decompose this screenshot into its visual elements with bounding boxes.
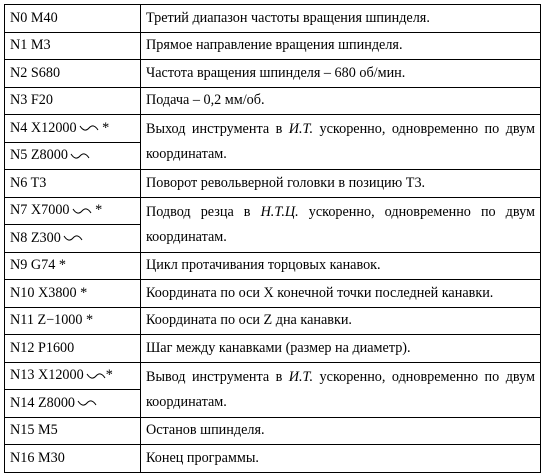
code-cell: N11 Z−1000 * [5, 307, 141, 335]
table-row [5, 280, 541, 308]
desc-text: Вывод инструмента в [146, 368, 289, 385]
table-row [5, 252, 541, 280]
nc-program-table [4, 4, 541, 473]
table-row [5, 60, 541, 88]
description-cell: Координата по оси Z дна канавки. [141, 307, 541, 335]
code-cell [5, 390, 141, 418]
desc-text: ускоренно, одновременно по двум координатам. [146, 203, 535, 245]
table-row [5, 417, 541, 445]
description-cell: Прямое направление вращения шпинделя. [141, 32, 541, 60]
star-mark: * [91, 202, 103, 219]
tilde-arc-icon [72, 206, 92, 216]
table-row [5, 197, 541, 225]
code-cell [5, 197, 141, 225]
desc-italic: И.Т. [288, 368, 314, 385]
tilde-arc-icon [77, 398, 97, 408]
desc-italic: Н.Т.Ц. [260, 203, 299, 220]
description-cell: Останов шпинделя. [141, 417, 541, 445]
tilde-arc-icon [70, 151, 90, 161]
description-cell: Конец программы. [141, 445, 541, 473]
description-cell: Цикл протачивания торцовых канавок. [141, 252, 541, 280]
description-cell: Частота вращения шпинделя – 680 об/мин. [141, 60, 541, 88]
code-cell [5, 225, 141, 253]
desc-text: Подвод резца в [146, 203, 261, 220]
tilde-arc-icon [86, 371, 106, 381]
description-cell: Координата по оси X конечной точки последней канавки. [141, 280, 541, 308]
table-row [5, 170, 541, 198]
table-row [5, 5, 541, 33]
description-cell [141, 115, 541, 170]
code-cell: N6 T3 [5, 170, 141, 198]
code-cell: N16 M30 [5, 445, 141, 473]
code-cell [5, 362, 141, 390]
code-cell: N10 X3800 * [5, 280, 141, 308]
code-cell: N15 M5 [5, 417, 141, 445]
desc-text: Выход инструмента в [146, 121, 289, 137]
table-row [5, 362, 541, 390]
table-row [5, 32, 541, 60]
description-cell [141, 197, 541, 252]
code-cell [5, 115, 141, 143]
code-text: N13 X12000 [10, 367, 84, 384]
code-cell: N1 M3 [5, 32, 141, 60]
code-cell: N2 S680 [5, 60, 141, 88]
description-cell: Третий диапазон частоты вращения шпинделя. [141, 5, 541, 33]
code-text: N4 X12000 [10, 119, 77, 136]
description-cell: Поворот револьверной головки в позицию Т3. [141, 170, 541, 198]
code-text: N7 X7000 [10, 202, 70, 219]
table-row [5, 307, 541, 335]
code-text: N8 Z300 [10, 229, 61, 246]
star-mark: * [98, 119, 110, 136]
tilde-arc-icon [63, 233, 83, 243]
desc-text: ускоренно, одновременно по двум координатам. [146, 121, 536, 162]
code-cell: N3 F20 [5, 87, 141, 115]
code-cell: N9 G74 * [5, 252, 141, 280]
star-mark: * [105, 367, 113, 384]
description-cell: Шаг между канавками (размер на диаметр). [141, 335, 541, 363]
description-cell: Подача – 0,2 мм/об. [141, 87, 541, 115]
desc-italic: И.Т. [288, 121, 314, 137]
code-cell: N0 M40 [5, 5, 141, 33]
table-row [5, 335, 541, 363]
code-text: N5 Z8000 [10, 147, 68, 164]
code-cell: N12 P1600 [5, 335, 141, 363]
tilde-arc-icon [79, 123, 99, 133]
table-row [5, 115, 541, 143]
code-cell [5, 142, 141, 170]
table-row [5, 87, 541, 115]
desc-text: ускоренно, одновременно по двум координатам. [146, 368, 536, 410]
code-text: N14 Z8000 [10, 394, 76, 411]
description-cell [141, 362, 541, 417]
table-row [5, 445, 541, 473]
